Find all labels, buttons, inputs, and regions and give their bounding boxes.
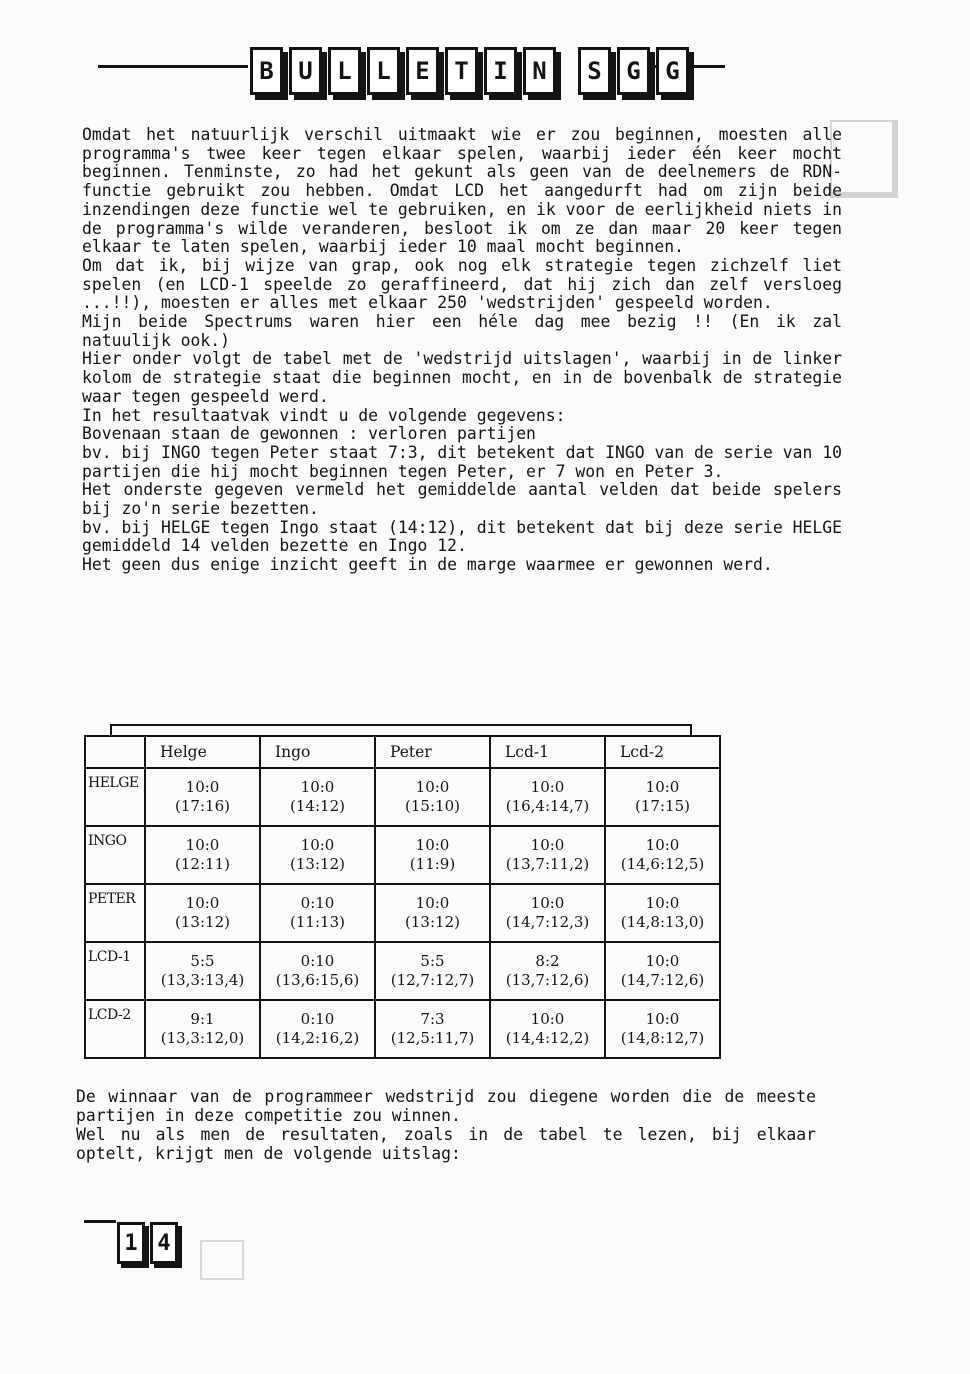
result-cell — [145, 884, 260, 942]
masthead-letter: L — [328, 47, 361, 95]
score: 10:0 — [645, 894, 680, 912]
average-fields: (14,2:16,2) — [275, 1029, 360, 1047]
masthead-letter: G — [617, 47, 650, 95]
average-fields: (14,8:12,7) — [620, 1029, 705, 1047]
paragraph: In het resultaatvak vindt u de volgende gegevens: — [82, 405, 566, 425]
paragraph: Wel nu als men de resultaten, zoals in de tabel te lezen, bij elkaar optelt, krijgt men de volgende uitslag: — [76, 1125, 816, 1163]
result-cell — [145, 768, 260, 826]
score: 10:0 — [530, 778, 565, 796]
table-header-row — [85, 736, 720, 768]
paragraph: Bovenaan staan de gewonnen : verloren partijen — [82, 424, 536, 444]
average-fields: (11:13) — [290, 913, 345, 931]
average-fields: (14,7:12,3) — [505, 913, 590, 931]
score: 10:0 — [185, 778, 220, 796]
table-row — [85, 768, 720, 826]
result-cell — [605, 1000, 720, 1058]
result-cell — [490, 884, 605, 942]
average-fields: (13:12) — [405, 913, 460, 931]
score: 9:1 — [190, 1010, 215, 1028]
score: 5:5 — [420, 952, 445, 970]
table-body — [85, 768, 720, 1058]
page-digit: 1 — [117, 1222, 145, 1264]
score: 10:0 — [185, 836, 220, 854]
masthead-spacer — [562, 47, 572, 89]
row-header: LCD-2 — [85, 1000, 145, 1058]
masthead-letter: G — [656, 47, 689, 95]
average-fields: (17:15) — [635, 797, 690, 815]
score: 10:0 — [645, 1010, 680, 1028]
closing-text — [76, 1087, 816, 1163]
result-cell — [490, 1000, 605, 1058]
column-header: Peter — [375, 736, 490, 768]
masthead-letter: E — [406, 47, 439, 95]
result-cell — [260, 826, 375, 884]
results-table — [84, 735, 721, 1059]
result-cell — [375, 826, 490, 884]
average-fields: (13,7:11,2) — [505, 855, 590, 873]
column-header: Ingo — [260, 736, 375, 768]
average-fields: (12,5:11,7) — [390, 1029, 475, 1047]
paragraph: Het geen dus enige inzicht geeft in de marge waarmee er gewonnen werd. — [82, 555, 773, 575]
result-cell — [260, 768, 375, 826]
score: 8:2 — [535, 952, 560, 970]
article-body — [82, 126, 842, 575]
table-top-rule — [110, 724, 692, 726]
masthead-letter: B — [250, 47, 283, 95]
row-header: HELGE — [85, 768, 145, 826]
masthead-letter: L — [367, 47, 400, 95]
bleed-through-page-number — [200, 1240, 244, 1280]
score: 10:0 — [645, 836, 680, 854]
score: 0:10 — [300, 1010, 335, 1028]
table-row — [85, 1000, 720, 1058]
average-fields: (13,6:15,6) — [275, 971, 360, 989]
average-fields: (14,8:13,0) — [620, 913, 705, 931]
score: 0:10 — [300, 894, 335, 912]
score: 10:0 — [415, 894, 450, 912]
paragraph: Om dat ik, bij wijze van grap, ook nog elk strategie tegen zichzelf liet spelen (en LCD-1 speelde zo geraffineerd, dat hij zich dan zelf versloeg ...!!), moesten er alles met elkaar 250 'wedstrijden' gespeeld worden. — [82, 255, 842, 313]
row-header: PETER — [85, 884, 145, 942]
average-fields: (13,3:13,4) — [160, 971, 245, 989]
average-fields: (13,7:12,6) — [505, 971, 590, 989]
score: 10:0 — [300, 778, 335, 796]
average-fields: (11:9) — [409, 855, 456, 873]
paragraph: Mijn beide Spectrums waren hier een héle dag mee bezig !! (En ik zal natuulijk ook.) — [82, 312, 842, 350]
paragraph: bv. bij HELGE tegen Ingo staat (14:12), dit betekent dat bij deze serie HELGE gemiddeld 14 velden bezette en Ingo 12. — [82, 517, 842, 556]
score: 10:0 — [530, 836, 565, 854]
score: 10:0 — [530, 1010, 565, 1028]
paragraph: Hier onder volgt de tabel met de 'wedstrijd uitslagen', waarbij in de linker kolom de strategie staat die beginnen mocht, en in de bovenbalk de strategie waar tegen gespeeld werd. — [82, 349, 842, 406]
score: 10:0 — [415, 836, 450, 854]
average-fields: (15:10) — [405, 797, 460, 815]
result-cell — [260, 942, 375, 1000]
masthead-letter: S — [578, 47, 611, 95]
average-fields: (13,3:12,0) — [160, 1029, 245, 1047]
result-cell — [375, 884, 490, 942]
score: 0:10 — [300, 952, 335, 970]
average-fields: (13:12) — [175, 913, 230, 931]
result-cell — [605, 884, 720, 942]
average-fields: (12:11) — [175, 855, 230, 873]
score: 10:0 — [415, 778, 450, 796]
masthead-letter: N — [523, 47, 556, 95]
result-cell — [490, 768, 605, 826]
paragraph: De winnaar van de programmeer wedstrijd zou diegene worden die de meeste partijen in deze competitie zou winnen. — [76, 1087, 816, 1125]
masthead-letter: T — [445, 47, 478, 95]
average-fields: (14,7:12,6) — [620, 971, 705, 989]
average-fields: (14,6:12,5) — [620, 855, 705, 873]
footer-rule — [84, 1220, 116, 1223]
score: 10:0 — [300, 836, 335, 854]
result-cell — [375, 942, 490, 1000]
masthead-letter: U — [289, 47, 322, 95]
row-header: LCD-1 — [85, 942, 145, 1000]
masthead-bulletin-sgg — [250, 47, 689, 95]
average-fields: (12,7:12,7) — [390, 971, 475, 989]
result-cell — [605, 826, 720, 884]
average-fields: (17:16) — [175, 797, 230, 815]
score: 7:3 — [420, 1010, 445, 1028]
score: 10:0 — [530, 894, 565, 912]
paragraph: Het onderste gegeven vermeld het gemiddelde aantal velden dat beide spelers bij zo'n serie bezetten. — [82, 480, 842, 519]
score: 10:0 — [185, 894, 220, 912]
result-cell — [375, 1000, 490, 1058]
page-number — [117, 1222, 178, 1264]
page-digit: 4 — [150, 1222, 178, 1264]
result-cell — [490, 942, 605, 1000]
average-fields: (14,4:12,2) — [505, 1029, 590, 1047]
paragraph: bv. bij INGO tegen Peter staat 7:3, dit betekent dat INGO van de serie van 10 partijen die hij mocht beginnen tegen Peter, er 7 won en Peter 3. — [82, 442, 842, 481]
result-cell — [605, 942, 720, 1000]
result-cell — [375, 768, 490, 826]
result-cell — [145, 826, 260, 884]
row-header: INGO — [85, 826, 145, 884]
column-header: Lcd-1 — [490, 736, 605, 768]
average-fields: (13:12) — [290, 855, 345, 873]
score: 10:0 — [645, 952, 680, 970]
masthead-letter: I — [484, 47, 517, 95]
table-row — [85, 942, 720, 1000]
column-header: Helge — [145, 736, 260, 768]
average-fields: (16,4:14,7) — [505, 797, 590, 815]
table-row — [85, 884, 720, 942]
average-fields: (14:12) — [290, 797, 345, 815]
result-cell — [145, 1000, 260, 1058]
score: 5:5 — [190, 952, 215, 970]
result-cell — [145, 942, 260, 1000]
score: 10:0 — [645, 778, 680, 796]
result-cell — [260, 1000, 375, 1058]
table-corner — [85, 736, 145, 768]
result-cell — [605, 768, 720, 826]
result-cell — [260, 884, 375, 942]
column-header: Lcd-2 — [605, 736, 720, 768]
result-cell — [490, 826, 605, 884]
table-row — [85, 826, 720, 884]
header-rule-left — [98, 65, 248, 68]
paragraph: Omdat het natuurlijk verschil uitmaakt wie er zou beginnen, moesten alle programma's twee keer tegen elkaar spelen, waarbij ieder één keer mocht beginnen. Tenminste, zo had het gekunt als geen van de deelnemers de RDN-functie gebruikt zou hebben. Omdat LCD het aangedurft had om zijn beide inzendingen deze functie wel te gebruiken, en ik voor de eerlijkheid niets in de programma's wilde veranderen, besloot ik om ze dan maar 20 keer tegen elkaar te laten spelen, waarbij ieder 10 maal mocht beginnen. — [82, 125, 842, 257]
